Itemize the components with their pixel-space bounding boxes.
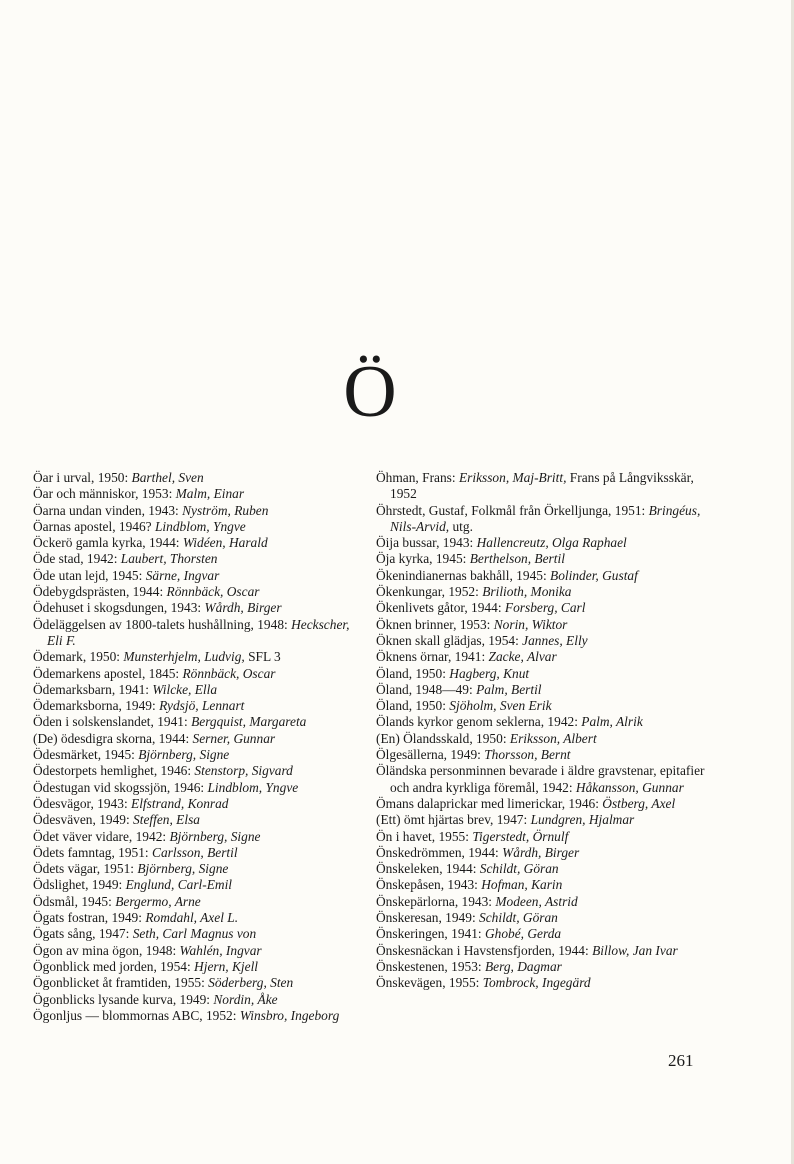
index-entry (33, 877, 363, 893)
entry-title: Ökenindianernas bakhåll, 1945: (376, 567, 551, 583)
entry-title: (En) Ölandsskald, 1950: (376, 730, 510, 746)
entry-title: Önskepärlorna, 1943: (376, 893, 496, 909)
entry-title: Önskestenen, 1953: (376, 958, 485, 974)
entry-title: Ödesväven, 1949: (33, 812, 134, 828)
entry-title: Ödemark, 1950: (33, 649, 124, 665)
entry-title: Öden i solskenslandet, 1941: (33, 714, 192, 730)
index-entry (33, 666, 363, 682)
index-entry (376, 698, 706, 714)
entry-title: Ögats fostran, 1949: (33, 910, 146, 926)
index-entry (33, 910, 363, 926)
index-entry (33, 894, 363, 910)
index-entry (33, 959, 363, 975)
entry-author: Bergermo, Arne (115, 893, 201, 909)
entry-author: Lundgren, Hjalmar (530, 812, 635, 828)
index-entry (376, 959, 706, 975)
index-entry (33, 617, 363, 650)
entry-title: Ömans dalaprickar med limerickar, 1946: (376, 795, 603, 811)
entry-author: Bringéus, Nils-Arvid, (390, 502, 701, 534)
index-entry (376, 829, 706, 845)
entry-title: Öknen skall glädjas, 1954: (376, 632, 523, 648)
entry-title: Önskevägen, 1955: (376, 975, 483, 991)
entry-author: Sjöholm, Sven Erik (449, 698, 552, 714)
entry-title: (Ett) ömt hjärtas brev, 1947: (376, 812, 531, 828)
entry-title: Ödesmärket, 1945: (33, 747, 139, 763)
index-entry (376, 633, 706, 649)
entry-title: Ögonblick med jorden, 1954: (33, 958, 195, 974)
entry-title: Ödslighet, 1949: (33, 877, 126, 893)
entry-author: Serner, Gunnar (192, 730, 276, 746)
index-entry (376, 877, 706, 893)
index-entry (376, 975, 706, 991)
index-entry (33, 470, 363, 486)
entry-author: Stenstorp, Sigvard (194, 763, 293, 779)
index-entry (376, 584, 706, 600)
entry-author: Wårdh, Birger (502, 844, 580, 860)
entry-author: Wårdh, Birger (204, 600, 282, 616)
entry-author: Seth, Carl Magnus von (132, 926, 257, 942)
index-entry (376, 796, 706, 812)
entry-author: Rydsjö, Lennart (159, 698, 245, 714)
index-entry (33, 812, 363, 828)
entry-title: Ölands kyrkor genom seklerna, 1942: (376, 714, 582, 730)
entry-title: Ödeläggelsen av 1800-talets hushållning, 1948: (33, 616, 292, 632)
index-entry (33, 992, 363, 1008)
entry-title: Ökenlivets gåtor, 1944: (376, 600, 505, 616)
entry-author: Palm, Alrik (581, 714, 643, 730)
entry-author: Särne, Ingvar (145, 567, 220, 583)
entry-author: Palm, Bertil (476, 681, 542, 697)
entry-title: Ögonblicks lysande kurva, 1949: (33, 991, 214, 1007)
index-entry (376, 910, 706, 926)
entry-author: Tigerstedt, Örnulf (472, 828, 569, 844)
entry-author: Björnberg, Signe (138, 747, 230, 763)
index-entry (33, 926, 363, 942)
entry-author: Norin, Wiktor (493, 616, 568, 632)
entry-title: Öde utan lejd, 1945: (33, 567, 146, 583)
index-entry (376, 731, 706, 747)
entry-author: Berg, Dagmar (484, 958, 562, 974)
entry-author: Nyström, Ruben (182, 502, 269, 518)
index-entry (33, 503, 363, 519)
index-entry (33, 975, 363, 991)
index-entry (33, 861, 363, 877)
index-entry (33, 796, 363, 812)
index-entry (33, 943, 363, 959)
index-entry (376, 617, 706, 633)
entry-author: Barthel, Sven (131, 470, 204, 485)
entry-author: Wilcke, Ella (152, 681, 218, 697)
index-entry (33, 731, 363, 747)
entry-title: Ödets vägar, 1951: (33, 861, 138, 877)
index-entry (33, 714, 363, 730)
entry-note: Frans på Långviksskär, 1952 (390, 470, 694, 502)
entry-author: Lindblom, Yngve (207, 779, 299, 795)
entry-title: Ön i havet, 1955: (376, 828, 473, 844)
index-entry (33, 698, 363, 714)
entry-author: Malm, Einar (175, 486, 245, 502)
entry-title: Öland, 1950: (376, 698, 450, 714)
entry-title: Ökenkungar, 1952: (376, 584, 483, 600)
entry-author: Hagberg, Knut (449, 665, 530, 681)
index-entry (33, 535, 363, 551)
entry-author: Munsterhjelm, Ludvig, (123, 649, 245, 665)
entry-author: Billow, Jan Ivar (592, 942, 678, 958)
entry-title: Öland, 1950: (376, 665, 450, 681)
entry-author: Thorsson, Bernt (484, 747, 571, 763)
right-index-column (376, 470, 706, 992)
index-entry (33, 1008, 363, 1024)
entry-title: Öhman, Frans: (376, 470, 459, 485)
entry-author: Jannes, Elly (522, 632, 588, 648)
entry-title: Ödebygdsprästen, 1944: (33, 584, 167, 600)
index-entry (33, 568, 363, 584)
entry-author: Söderberg, Sten (208, 975, 294, 991)
entry-author: Håkansson, Gunnar (575, 779, 684, 795)
index-entry (376, 714, 706, 730)
entry-title: Ödemarksborna, 1949: (33, 698, 160, 714)
entry-title: Önskepåsen, 1943: (376, 877, 482, 893)
entry-title: Öland, 1948—49: (376, 681, 477, 697)
entry-author: Wahlén, Ingvar (179, 942, 262, 958)
index-entry (376, 682, 706, 698)
entry-title: Öarnas apostel, 1946? (33, 518, 155, 534)
section-letter-heading: Ö (343, 351, 397, 433)
entry-title: Öarna undan vinden, 1943: (33, 502, 183, 518)
entry-title: Öja kyrka, 1945: (376, 551, 470, 567)
entry-author: Brilioth, Monika (482, 584, 572, 600)
entry-author: Ghobé, Gerda (484, 926, 562, 942)
index-entry (376, 551, 706, 567)
entry-author: Englund, Carl-Emil (125, 877, 233, 893)
index-entry (376, 926, 706, 942)
entry-title: Ödemarksbarn, 1941: (33, 681, 153, 697)
entry-title: Önskeresan, 1949: (376, 910, 480, 926)
index-entry (376, 894, 706, 910)
entry-author: Östberg, Axel (602, 795, 676, 811)
entry-title: Ögats sång, 1947: (33, 926, 133, 942)
index-entry (33, 486, 363, 502)
entry-author: Widéen, Harald (182, 535, 268, 551)
entry-title: Öde stad, 1942: (33, 551, 121, 567)
entry-author: Björnberg, Signe (137, 861, 229, 877)
entry-title: Öckerö gamla kyrka, 1944: (33, 535, 183, 551)
entry-author: Lindblom, Yngve (154, 518, 246, 534)
entry-author: Eriksson, Albert (509, 730, 597, 746)
index-entry (33, 780, 363, 796)
index-entry (33, 845, 363, 861)
index-entry (33, 763, 363, 779)
index-entry (376, 535, 706, 551)
entry-title: Ödesvägor, 1943: (33, 795, 132, 811)
entry-author: Nordin, Åke (213, 991, 278, 1007)
index-entry (33, 600, 363, 616)
entry-title: Önskeringen, 1941: (376, 926, 485, 942)
entry-author: Zacke, Alvar (488, 649, 557, 665)
entry-author: Björnberg, Signe (169, 828, 261, 844)
index-entry (376, 861, 706, 877)
entry-title: Ögonljus — blommornas ABC, 1952: (33, 1007, 240, 1023)
entry-author: Schildt, Göran (479, 910, 558, 926)
entry-author: Elfstrand, Konrad (131, 795, 229, 811)
index-entry (33, 829, 363, 845)
entry-author: Laubert, Thorsten (120, 551, 218, 567)
entry-title: Öhrstedt, Gustaf, Folkmål från Örkelljunga, 1951: (376, 502, 649, 518)
entry-title: Öländska personminnen bevarade i äldre gravstenar, epitafier och andra kyrkliga föremål, 1942: (376, 763, 705, 795)
entry-author: Modeen, Astrid (495, 893, 578, 909)
entry-title: Öknens örnar, 1941: (376, 649, 489, 665)
index-entry (376, 812, 706, 828)
entry-title: Ögon av mina ögon, 1948: (33, 942, 180, 958)
index-entry (33, 584, 363, 600)
entry-author: Rönnbäck, Oscar (166, 584, 260, 600)
entry-title: Öknen brinner, 1953: (376, 616, 494, 632)
index-entry (376, 943, 706, 959)
entry-title: Önskedrömmen, 1944: (376, 844, 503, 860)
entry-title: Önskeleken, 1944: (376, 861, 480, 877)
index-entry (33, 551, 363, 567)
entry-author: Eriksson, Maj-Britt, (458, 470, 567, 485)
entry-title: Ölgesällerna, 1949: (376, 747, 485, 763)
index-entry (376, 649, 706, 665)
index-entry (376, 666, 706, 682)
entry-title: Ödsmål, 1945: (33, 893, 116, 909)
entry-author: Carlsson, Bertil (152, 844, 238, 860)
index-entry (33, 682, 363, 698)
entry-title: Ödehuset i skogsdungen, 1943: (33, 600, 205, 616)
entry-author: Winsbro, Ingeborg (239, 1007, 340, 1023)
index-entry (376, 503, 706, 536)
entry-title: Öar och människor, 1953: (33, 486, 176, 502)
entry-title: Ödet väver vidare, 1942: (33, 828, 170, 844)
entry-author: Heckscher, Eli F. (47, 616, 350, 648)
entry-author: Bolinder, Gustaf (550, 567, 638, 583)
entry-author: Bergquist, Margareta (191, 714, 307, 730)
entry-title: (De) ödesdigra skorna, 1944: (33, 730, 193, 746)
entry-author: Steffen, Elsa (133, 812, 200, 828)
entry-author: Schildt, Göran (479, 861, 559, 877)
entry-author: Rönnbäck, Oscar (182, 665, 276, 681)
index-entry (376, 747, 706, 763)
left-index-column (33, 470, 363, 1024)
entry-title: Ödestugan vid skogssjön, 1946: (33, 779, 208, 795)
entry-author: Hofman, Karin (481, 877, 563, 893)
index-entry (376, 845, 706, 861)
index-entry (33, 747, 363, 763)
index-entry (376, 470, 706, 503)
entry-author: Forsberg, Carl (504, 600, 586, 616)
entry-title: Ödestorpets hemlighet, 1946: (33, 763, 195, 779)
entry-title: Önskesnäckan i Havstensfjorden, 1944: (376, 942, 593, 958)
entry-author: Hallencreutz, Olga Raphael (476, 535, 627, 551)
entry-note: SFL 3 (244, 649, 281, 665)
index-entry (33, 649, 363, 665)
entry-author: Romdahl, Axel L. (145, 910, 239, 926)
index-entry (376, 568, 706, 584)
entry-author: Tombrock, Ingegärd (482, 975, 591, 991)
entry-title: Ögonblicket åt framtiden, 1955: (33, 975, 209, 991)
entry-title: Ödemarkens apostel, 1845: (33, 665, 183, 681)
entry-title: Öija bussar, 1943: (376, 535, 477, 551)
index-entry (33, 519, 363, 535)
entry-note: utg. (449, 518, 473, 534)
index-entry (376, 763, 706, 796)
page-number: 261 (668, 1051, 694, 1070)
entry-title: Öar i urval, 1950: (33, 470, 132, 485)
entry-author: Hjern, Kjell (194, 958, 259, 974)
index-entry (376, 600, 706, 616)
entry-author: Berthelson, Bertil (469, 551, 565, 567)
entry-title: Ödets famntag, 1951: (33, 844, 153, 860)
